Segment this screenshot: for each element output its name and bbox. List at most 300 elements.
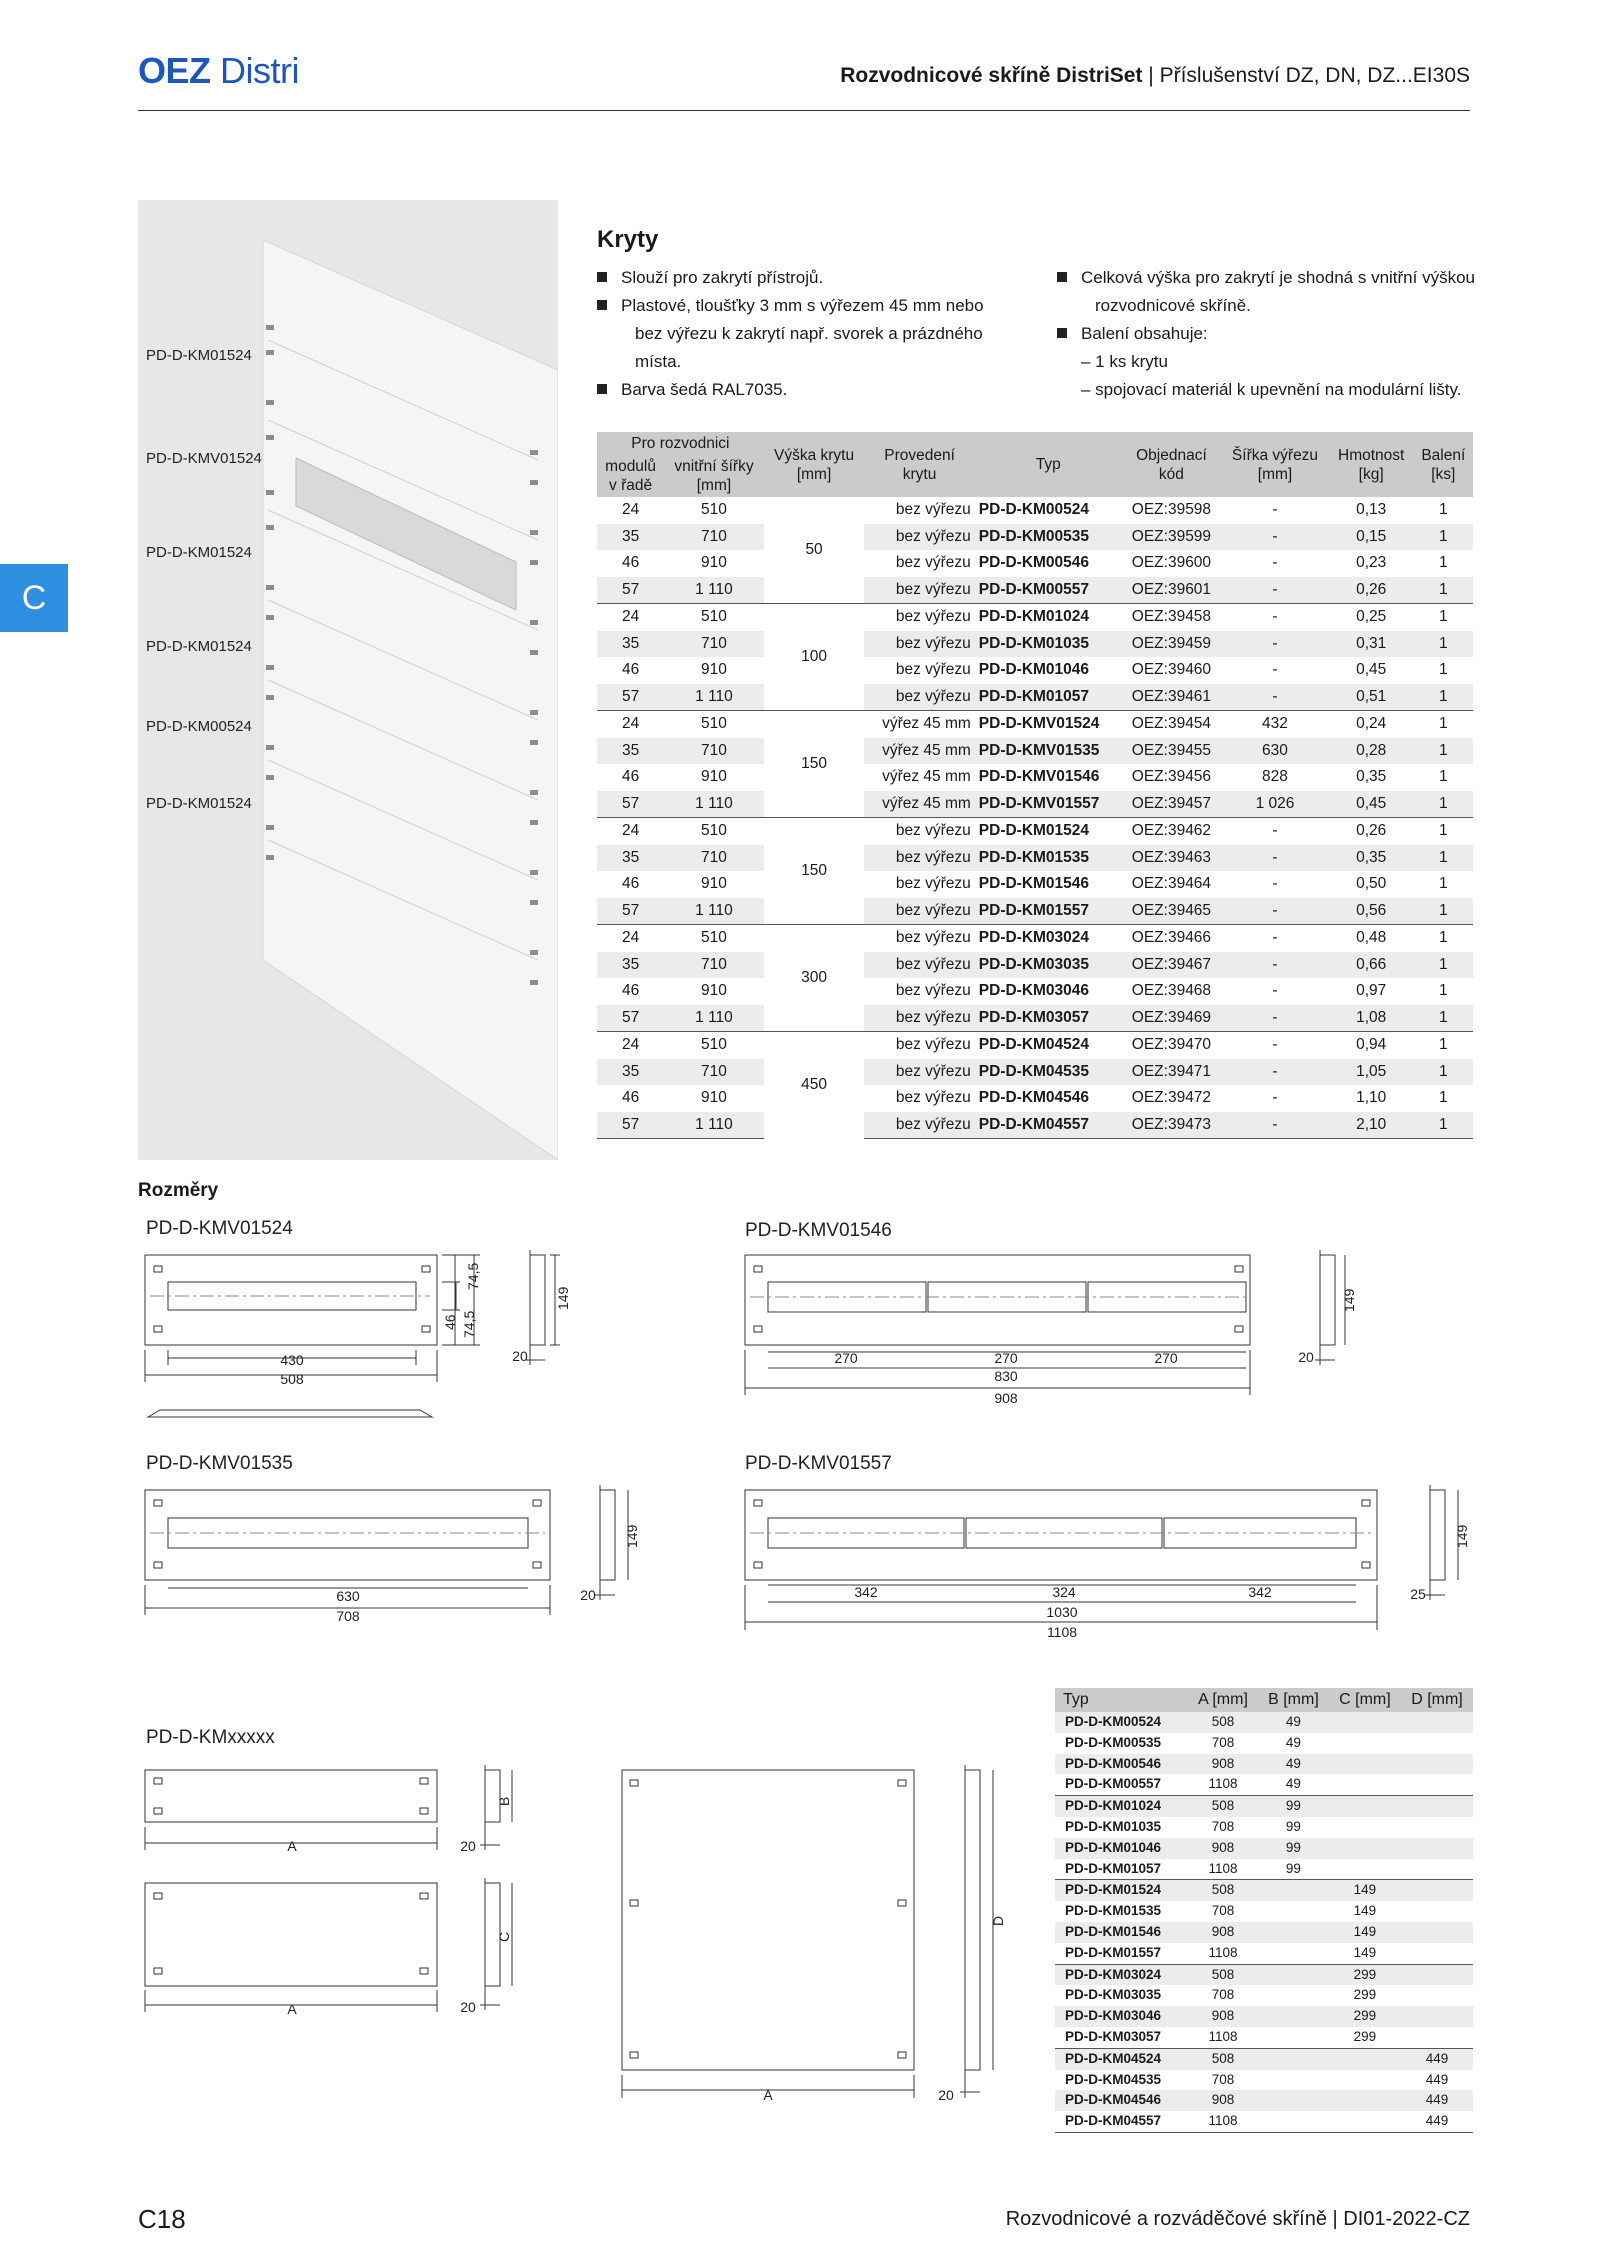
cell-d (1401, 1733, 1473, 1754)
cell-c (1329, 2070, 1401, 2091)
cell-vyska: 150 (764, 711, 865, 818)
cell-sirka: 910 (701, 982, 727, 999)
cell-provedeni: bez výřezu (864, 577, 974, 604)
cell-typ: PD-D-KM03035 (975, 952, 1122, 979)
cell-vyrez: - (1221, 631, 1328, 658)
cell-typ: PD-D-KM03024 (975, 925, 1122, 952)
th-b: B [mm] (1258, 1688, 1329, 1712)
dim-text: 270 (834, 1350, 858, 1366)
cell-kod: OEZ:39470 (1122, 1032, 1222, 1059)
cell-sirka: 910 (701, 661, 727, 678)
cell-provedeni: bez výřezu (864, 1005, 974, 1032)
cell-b (1258, 2027, 1329, 2048)
cell-sirka: 510 (664, 818, 764, 845)
cell-c (1329, 1754, 1401, 1775)
cell-vyrez: - (1221, 845, 1328, 872)
cell-hmotnost: 1,05 (1329, 1059, 1414, 1086)
cell-a: 908 (1188, 1838, 1258, 1859)
cell-kod: OEZ:39473 (1122, 1112, 1222, 1139)
cell-moduly: 24 (597, 711, 664, 738)
cell-sirka: 510 (664, 925, 764, 952)
cell-d (1401, 1901, 1473, 1922)
cell-kod: OEZ:39599 (1122, 524, 1222, 551)
cell-a: 1108 (1188, 2111, 1258, 2132)
table-row (1055, 1859, 1473, 1880)
drawing-label: PD-D-KMV01557 (745, 1453, 892, 1474)
dim-text: 630 (336, 1588, 360, 1604)
cell-c: 149 (1353, 1903, 1377, 1919)
cell-baleni: 1 (1414, 1005, 1473, 1032)
cell-d: 449 (1401, 2048, 1473, 2069)
dim-text: 430 (280, 1352, 304, 1368)
cell-moduly: 57 (597, 1005, 664, 1032)
th-moduly: modulů v řadě (597, 455, 664, 497)
cell-provedeni: výřez 45 mm (864, 711, 974, 738)
cell-baleni: 1 (1414, 577, 1473, 604)
drawing-label: PD-D-KMxxxxx (146, 1727, 275, 1748)
cell-typ: PD-D-KM03046 (1055, 2006, 1188, 2027)
cell-typ: PD-D-KM00535 (1065, 1734, 1162, 1750)
cell-d (1401, 2027, 1473, 2048)
cell-typ: PD-D-KM01035 (975, 631, 1122, 658)
cell-vyrez: - (1221, 524, 1328, 551)
cell-hmotnost: 2,10 (1329, 1112, 1414, 1139)
cell-baleni: 1 (1414, 631, 1473, 658)
cell-d: 449 (1425, 2071, 1449, 2087)
cell-vyrez: 828 (1262, 768, 1288, 785)
cell-b (1258, 2048, 1329, 2069)
cell-b (1258, 1964, 1329, 1985)
cell-vyrez: - (1272, 661, 1278, 678)
cell-typ: PD-D-KM01035 (1065, 1818, 1162, 1834)
cell-hmotnost: 1,10 (1356, 1089, 1387, 1106)
cell-sirka: 1 110 (664, 791, 764, 818)
cell-kod: OEZ:39468 (1131, 982, 1212, 999)
th-sirky: vnitřní šířky [mm] (664, 455, 764, 497)
cell-typ: PD-D-KM01546 (1055, 1922, 1188, 1943)
cell-sirka: 710 (664, 1059, 764, 1086)
cell-d (1401, 2006, 1473, 2027)
cell-d (1401, 1943, 1473, 1964)
table-row (1055, 1817, 1473, 1838)
cell-vyrez: - (1221, 604, 1328, 631)
cell-sirka: 510 (701, 501, 727, 518)
cell-provedeni: výřez 45 mm (882, 768, 971, 785)
cell-sirka: 910 (701, 554, 727, 571)
cell-baleni: 1 (1438, 661, 1448, 678)
cell-sirka: 710 (664, 738, 764, 765)
dim-text: 25 (1410, 1586, 1426, 1602)
cell-c (1329, 2111, 1401, 2132)
cell-typ: PD-D-KM04524 (1055, 2048, 1188, 2069)
cell-moduly: 46 (621, 554, 640, 571)
cell-d (1401, 1859, 1473, 1880)
cell-b (1258, 2006, 1329, 2027)
dim-text: 20 (512, 1348, 528, 1364)
cell-provedeni: bez výřezu (895, 1089, 971, 1106)
bullet-item: Barva šedá RAL7035. (597, 376, 1017, 404)
cell-provedeni: bez výřezu (895, 501, 971, 518)
cell-d (1401, 1922, 1473, 1943)
cell-vyska: 450 (764, 1032, 865, 1139)
cell-provedeni: bez výřezu (864, 1059, 974, 1086)
cell-baleni: 1 (1438, 875, 1448, 892)
cell-moduly: 57 (597, 898, 664, 925)
cell-typ: PD-D-KM01546 (978, 875, 1090, 892)
cell-typ: PD-D-KM00546 (978, 554, 1090, 571)
cell-typ: PD-D-KM01024 (1055, 1796, 1188, 1817)
cell-hmotnost: 0,24 (1329, 711, 1414, 738)
cell-hmotnost: 0,45 (1356, 661, 1387, 678)
dim-text: 149 (624, 1524, 640, 1548)
th-vyrez: Šířka výřezu [mm] (1221, 432, 1328, 497)
table-row (1055, 1922, 1473, 1943)
cell-d (1401, 1754, 1473, 1775)
table-row (1055, 1985, 1473, 2006)
cell-provedeni: bez výřezu (864, 898, 974, 925)
cell-b: 49 (1285, 1734, 1301, 1750)
cell-kod: OEZ:39459 (1122, 631, 1222, 658)
cell-a: 708 (1211, 2071, 1235, 2087)
cell-kod: OEZ:39463 (1122, 845, 1222, 872)
cell-vyrez: - (1272, 1089, 1278, 1106)
bullet-item: Celková výška pro zakrytí je shodná s vnitřní výškou (1057, 264, 1477, 292)
cell-a: 708 (1211, 1818, 1235, 1834)
cell-typ: PD-D-KM03057 (975, 1005, 1122, 1032)
cell-typ: PD-D-KMV01557 (975, 791, 1122, 818)
dim-text: B (496, 1796, 512, 1806)
cell-typ: PD-D-KM03046 (978, 982, 1090, 999)
dim-text: 342 (1248, 1584, 1272, 1600)
cell-typ: PD-D-KM04535 (1065, 2071, 1162, 2087)
cell-typ: PD-D-KM01557 (975, 898, 1122, 925)
cell-typ: PD-D-KM00546 (1055, 1754, 1188, 1775)
cell-baleni: 1 (1414, 952, 1473, 979)
cell-kod: OEZ:39461 (1122, 684, 1222, 711)
cell-c (1329, 1817, 1401, 1838)
cell-vyrez: - (1221, 1059, 1328, 1086)
dim-text: 908 (994, 1390, 1018, 1406)
cell-provedeni: bez výřezu (895, 554, 971, 571)
cell-sirka: 510 (664, 604, 764, 631)
cell-b: 99 (1285, 1860, 1301, 1876)
th-d: D [mm] (1401, 1688, 1473, 1712)
dim-text: 20 (938, 2087, 954, 2103)
cell-moduly: 35 (597, 952, 664, 979)
cell-baleni: 1 (1438, 501, 1448, 518)
cell-moduly: 57 (597, 791, 664, 818)
th-hmotnost: Hmotnost [kg] (1329, 432, 1414, 497)
table-row (1055, 1880, 1473, 1901)
cell-moduly: 35 (597, 1059, 664, 1086)
dim-text: 342 (854, 1584, 878, 1600)
dim-text: 20 (460, 1838, 476, 1854)
cell-c: 149 (1353, 1944, 1377, 1960)
cell-hmotnost: 0,26 (1329, 818, 1414, 845)
cell-moduly: 57 (597, 577, 664, 604)
cell-sirka: 710 (664, 845, 764, 872)
dim-text: 20 (580, 1587, 596, 1603)
cell-typ: PD-D-KM01557 (1065, 1944, 1162, 1960)
cell-vyrez: - (1272, 875, 1278, 892)
cell-sirka: 1 110 (664, 1005, 764, 1032)
cell-b (1258, 2090, 1329, 2111)
cell-kod: OEZ:39455 (1122, 738, 1222, 765)
cell-d (1401, 1712, 1473, 1733)
cell-typ: PD-D-KM01524 (1055, 1880, 1188, 1901)
cell-moduly: 24 (597, 818, 664, 845)
cell-kod: OEZ:39457 (1122, 791, 1222, 818)
cell-sirka: 710 (664, 631, 764, 658)
cell-vyrez: 432 (1221, 711, 1328, 738)
cell-d: 449 (1401, 2090, 1473, 2111)
cell-moduly: 35 (597, 845, 664, 872)
cell-hmotnost: 0,51 (1329, 684, 1414, 711)
dim-text: 508 (280, 1371, 304, 1387)
dim-text: A (287, 2001, 297, 2017)
cell-kod: OEZ:39598 (1131, 501, 1212, 518)
cell-moduly: 35 (597, 631, 664, 658)
brand-logo: OEZ Distri (138, 50, 300, 91)
dim-text: 149 (555, 1286, 571, 1310)
cell-b: 99 (1258, 1796, 1329, 1817)
cell-c (1329, 1774, 1401, 1795)
cell-typ: PD-D-KM01535 (975, 845, 1122, 872)
cell-hmotnost: 0,50 (1356, 875, 1387, 892)
cell-b (1258, 2070, 1329, 2091)
table-row (1055, 2070, 1473, 2091)
cell-b (1258, 2111, 1329, 2132)
cell-baleni: 1 (1438, 768, 1448, 785)
cell-typ: PD-D-KMV01535 (975, 738, 1122, 765)
cell-kod: OEZ:39467 (1122, 952, 1222, 979)
cell-kod: OEZ:39601 (1122, 577, 1222, 604)
cell-typ: PD-D-KM04557 (975, 1112, 1122, 1139)
cell-sirka: 510 (664, 1032, 764, 1059)
cell-vyrez: - (1221, 898, 1328, 925)
cell-b: 99 (1258, 1838, 1329, 1859)
cell-moduly: 46 (621, 1089, 640, 1106)
cell-typ: PD-D-KMV01546 (978, 768, 1100, 785)
cell-provedeni: bez výřezu (864, 845, 974, 872)
cell-vyska: 50 (805, 540, 823, 558)
dim-text: C (496, 1931, 512, 1942)
cell-hmotnost: 0,94 (1329, 1032, 1414, 1059)
cell-typ: PD-D-KM03057 (1065, 2028, 1162, 2044)
cell-kod: OEZ:39471 (1122, 1059, 1222, 1086)
cell-typ: PD-D-KM04557 (1055, 2111, 1188, 2132)
cell-provedeni: výřez 45 mm (864, 738, 974, 765)
cell-c: 149 (1329, 1880, 1401, 1901)
cell-c (1329, 2048, 1401, 2069)
cell-sirka: 910 (701, 768, 727, 785)
cell-c (1329, 1796, 1401, 1817)
cell-moduly: 57 (597, 1112, 664, 1139)
cell-sirka: 910 (701, 1089, 727, 1106)
cell-kod: OEZ:39464 (1131, 875, 1212, 892)
cell-kod: OEZ:39454 (1122, 711, 1222, 738)
table-row (1055, 1838, 1473, 1859)
cell-baleni: 1 (1414, 818, 1473, 845)
table-row (1055, 1943, 1473, 1964)
cell-vyrez: - (1272, 501, 1278, 518)
cell-kod: OEZ:39460 (1131, 661, 1212, 678)
cell-c: 299 (1353, 2028, 1377, 2044)
cell-d (1401, 1838, 1473, 1859)
cell-provedeni: bez výřezu (864, 952, 974, 979)
cell-baleni: 1 (1414, 524, 1473, 551)
cell-provedeni: bez výřezu (864, 604, 974, 631)
cell-a: 708 (1211, 1987, 1235, 2003)
cell-a: 1108 (1208, 1776, 1238, 1792)
cell-c: 299 (1329, 2006, 1401, 2027)
dim-text: 20 (1298, 1349, 1314, 1365)
section-title: Kryty (597, 226, 659, 253)
dim-text: 1108 (1046, 1624, 1078, 1640)
cell-provedeni: bez výřezu (864, 631, 974, 658)
cell-typ: PD-D-KM00557 (1065, 1776, 1162, 1792)
th-pro-rozvodnici: Pro rozvodnici (597, 432, 764, 455)
th-a: A [mm] (1188, 1688, 1258, 1712)
cell-a: 908 (1188, 2006, 1258, 2027)
table-row (1055, 1796, 1473, 1817)
th-kod: Objednací kód (1122, 432, 1222, 497)
cell-kod: OEZ:39462 (1122, 818, 1222, 845)
cell-typ: PD-D-KM01024 (975, 604, 1122, 631)
cell-kod: OEZ:39456 (1131, 768, 1212, 785)
cell-typ: PD-D-KM00524 (978, 501, 1090, 518)
cell-moduly: 24 (597, 925, 664, 952)
cell-baleni: 1 (1414, 1032, 1473, 1059)
table-row (1055, 2006, 1473, 2027)
cell-sirka: 910 (701, 875, 727, 892)
cell-typ: PD-D-KM01524 (975, 818, 1122, 845)
dim-text: D (990, 1915, 1006, 1926)
cell-b: 99 (1285, 1818, 1301, 1834)
th-typ: Typ (1055, 1688, 1188, 1712)
cell-typ: PD-D-KM01046 (978, 661, 1090, 678)
cell-hmotnost: 0,45 (1329, 791, 1414, 818)
cell-vyrez: - (1221, 1112, 1328, 1139)
cell-typ: PD-D-KM04546 (1055, 2090, 1188, 2111)
cell-a: 1108 (1208, 1860, 1238, 1876)
cell-hmotnost: 0,97 (1356, 982, 1387, 999)
cell-moduly: 24 (597, 1032, 664, 1059)
dim-text: 1030 (1046, 1604, 1078, 1620)
cell-hmotnost: 0,31 (1329, 631, 1414, 658)
cell-vyrez: - (1221, 1005, 1328, 1032)
cell-a: 508 (1188, 2048, 1258, 2069)
cell-baleni: 1 (1414, 711, 1473, 738)
cell-baleni: 1 (1414, 604, 1473, 631)
cell-typ: PD-D-KM00557 (975, 577, 1122, 604)
cell-typ: PD-D-KM01057 (975, 684, 1122, 711)
cell-moduly: 57 (597, 684, 664, 711)
cell-vyrez: - (1221, 577, 1328, 604)
section-tab: C (0, 564, 68, 632)
cell-vyska: 100 (764, 604, 865, 711)
photo-label: PD-D-KM01524 (146, 347, 252, 364)
cell-provedeni: bez výřezu (864, 684, 974, 711)
cell-vyrez: - (1272, 554, 1278, 571)
th-provedeni: Provedení krytu (864, 432, 974, 497)
photo-label: PD-D-KM01524 (146, 638, 252, 655)
cell-hmotnost: 0,35 (1356, 768, 1387, 785)
cell-kod: OEZ:39466 (1122, 925, 1222, 952)
cell-b (1258, 1880, 1329, 1901)
cell-a: 508 (1188, 1964, 1258, 1985)
cell-hmotnost: 0,13 (1356, 501, 1387, 518)
cell-baleni: 1 (1414, 845, 1473, 872)
cell-hmotnost: 1,08 (1329, 1005, 1414, 1032)
cell-hmotnost: 0,66 (1329, 952, 1414, 979)
cell-sirka: 1 110 (664, 684, 764, 711)
cell-provedeni: bez výřezu (864, 524, 974, 551)
cell-a: 508 (1188, 1880, 1258, 1901)
bullet-item: Plastové, tloušťky 3 mm s výřezem 45 mm nebo (597, 292, 1017, 320)
cell-kod: OEZ:39458 (1122, 604, 1222, 631)
cell-vyrez: - (1272, 982, 1278, 999)
th-c: C [mm] (1329, 1688, 1401, 1712)
cell-d (1401, 1880, 1473, 1901)
cell-sirka: 1 110 (664, 577, 764, 604)
cell-typ: PD-D-KM04546 (978, 1089, 1090, 1106)
bullet-item-cont: – 1 ks krytu (1081, 352, 1168, 371)
th-baleni: Balení [ks] (1414, 432, 1473, 497)
cell-c (1329, 2090, 1401, 2111)
dim-text: 74,5 (461, 1310, 477, 1338)
cell-b (1258, 1922, 1329, 1943)
cell-baleni: 1 (1414, 738, 1473, 765)
photo-label: PD-D-KM01524 (146, 544, 252, 561)
cell-vyrez: 1 026 (1221, 791, 1328, 818)
cell-kod: OEZ:39469 (1122, 1005, 1222, 1032)
cell-typ: PD-D-KM01535 (1065, 1903, 1162, 1919)
cell-provedeni: bez výřezu (864, 1112, 974, 1139)
page-header-title: Rozvodnicové skříně DistriSet | Příslušenství DZ, DN, DZ...EI30S (840, 64, 1470, 87)
bullet-item-cont: bez výřezu k zakrytí např. svorek a prázdného místa. (635, 324, 983, 371)
cell-c: 149 (1329, 1922, 1401, 1943)
photo-label: PD-D-KM00524 (146, 718, 252, 735)
cell-hmotnost: 0,25 (1329, 604, 1414, 631)
dim-text: 46 (442, 1314, 458, 1330)
cell-d (1401, 1964, 1473, 1985)
table-row (1055, 1964, 1473, 1985)
cell-d (1401, 1774, 1473, 1795)
bullet-item-cont: rozvodnicové skříně. (1095, 296, 1251, 315)
cell-a: 908 (1188, 2090, 1258, 2111)
cell-baleni: 1 (1414, 684, 1473, 711)
cell-baleni: 1 (1438, 1089, 1448, 1106)
dim-text: 830 (994, 1368, 1018, 1384)
cell-a: 508 (1188, 1796, 1258, 1817)
dim-text: 20 (460, 1999, 476, 2015)
cell-baleni: 1 (1414, 898, 1473, 925)
cell-moduly: 46 (621, 661, 640, 678)
cell-vyrez: - (1221, 1032, 1328, 1059)
dim-text: 270 (994, 1350, 1018, 1366)
cell-typ: PD-D-KM01046 (1055, 1838, 1188, 1859)
cell-typ: PD-D-KM03035 (1065, 1987, 1162, 2003)
cell-hmotnost: 0,28 (1329, 738, 1414, 765)
cell-hmotnost: 0,48 (1329, 925, 1414, 952)
cell-provedeni: výřez 45 mm (864, 791, 974, 818)
cell-d (1401, 1985, 1473, 2006)
cell-b: 49 (1258, 1712, 1329, 1733)
cell-vyrez: - (1221, 818, 1328, 845)
cell-typ: PD-D-KM04535 (975, 1059, 1122, 1086)
bullet-item-cont: – spojovací materiál k upevnění na modulární lišty. (1081, 380, 1462, 399)
